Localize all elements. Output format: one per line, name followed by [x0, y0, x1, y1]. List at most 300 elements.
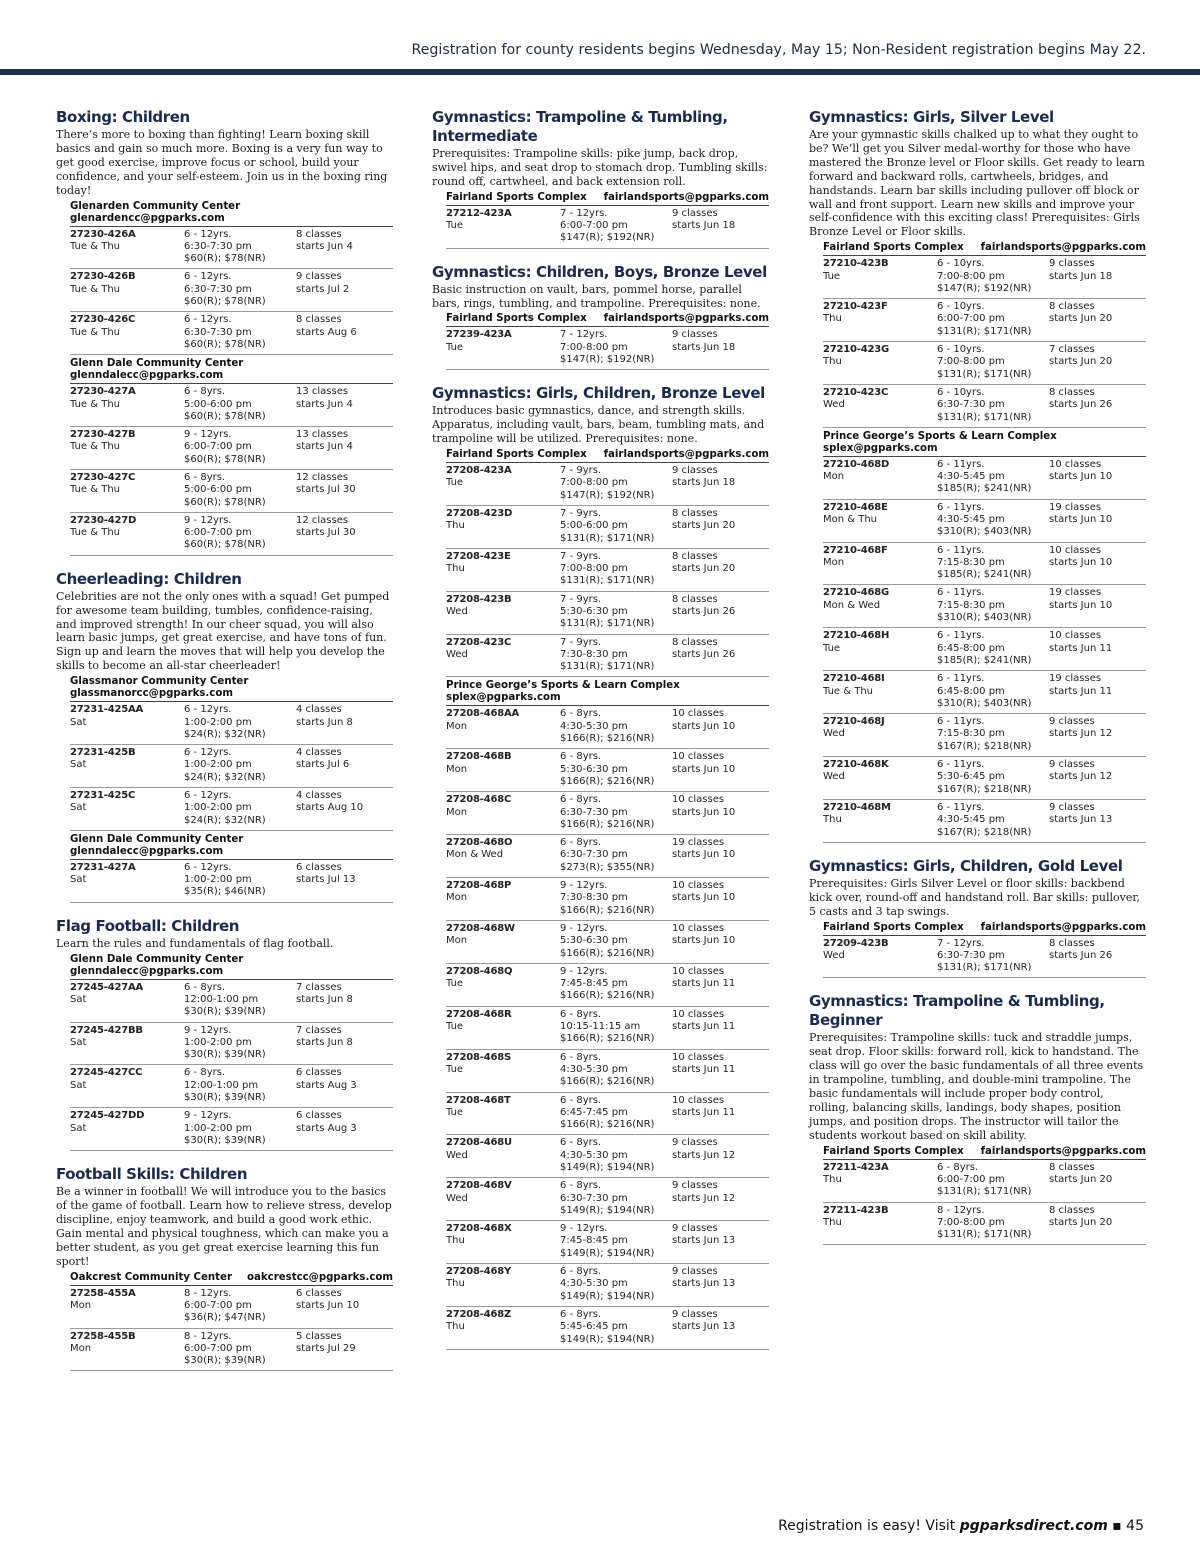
class-time: 7:15-8:30 pm — [937, 556, 1005, 568]
class-fee: $30(R); $39(NR) — [184, 1092, 266, 1104]
class-start: starts Jun 10 — [1049, 514, 1113, 525]
class-listing — [823, 385, 1146, 428]
class-days: Tue — [446, 978, 464, 990]
class-age-time-fee — [560, 208, 672, 245]
column-2 — [432, 108, 769, 1364]
class-listing — [70, 384, 393, 427]
class-time: 6:30-7:30 pm — [937, 399, 1005, 411]
class-count: 4 classes — [296, 704, 342, 716]
class-count: 13 classes — [296, 386, 349, 398]
class-age: 6 - 11yrs. — [937, 458, 985, 470]
class-time: 7:00-8:00 pm — [560, 477, 628, 489]
class-count-start — [296, 704, 393, 741]
location-email-link[interactable]: fairlandsports@pgparks.com — [603, 449, 769, 461]
class-days: Tue — [823, 642, 841, 654]
class-age: 6 - 8yrs. — [560, 1094, 602, 1106]
class-age: 6 - 10yrs. — [937, 301, 985, 313]
class-listing — [446, 878, 769, 921]
program-section — [56, 570, 393, 903]
class-count-start — [1049, 587, 1146, 624]
class-listing — [446, 749, 769, 792]
class-count-start — [296, 1067, 393, 1104]
class-age-time-fee — [184, 982, 296, 1019]
class-start: starts Jun 4 — [296, 441, 353, 453]
class-code-days — [446, 1009, 560, 1046]
class-count: 10 classes — [672, 922, 725, 934]
class-age: 9 - 12yrs. — [560, 922, 608, 934]
class-time: 5:30-6:30 pm — [560, 935, 628, 947]
class-code-days — [823, 630, 937, 667]
class-start: starts Jun 20 — [1049, 1216, 1113, 1228]
program-section — [432, 263, 769, 371]
class-listing — [446, 1007, 769, 1050]
column-3 — [809, 108, 1146, 1259]
class-days: Thu — [823, 814, 842, 826]
class-time: 12:00-1:00 pm — [184, 1079, 259, 1091]
class-count-start — [296, 1110, 393, 1147]
location-header — [823, 242, 1146, 256]
class-start: starts Jun 10 — [1049, 471, 1113, 483]
class-code-days — [446, 1309, 560, 1346]
class-count-start — [1049, 716, 1146, 753]
location-email-link[interactable]: glenndalecc@pgparks.com — [70, 845, 224, 857]
class-days: Sat — [70, 759, 87, 771]
class-start: starts Jun 12 — [1049, 771, 1113, 783]
class-count: 10 classes — [672, 1094, 725, 1106]
footer-url-link[interactable]: pgparksdirect.com — [959, 1518, 1108, 1534]
location-name: Glenn Dale Community Center — [70, 953, 244, 965]
class-count: 6 classes — [296, 1110, 342, 1122]
class-count-start — [672, 1095, 769, 1132]
class-start: starts Jun 20 — [1049, 356, 1113, 368]
class-fee: $131(R); $171(NR) — [937, 368, 1032, 380]
class-days: Thu — [823, 356, 842, 368]
class-start: starts Jun 11 — [672, 1063, 736, 1075]
class-code-days — [446, 465, 560, 502]
class-listing — [446, 1135, 769, 1178]
class-count-start — [1049, 673, 1146, 710]
class-age-time-fee — [560, 966, 672, 1003]
class-code-days — [446, 637, 560, 674]
class-fee: $30(R); $39(NR) — [184, 1049, 266, 1061]
program-section — [809, 992, 1146, 1245]
class-days: Thu — [823, 313, 842, 325]
class-code: 27212-423A — [446, 207, 512, 219]
class-listing — [823, 800, 1146, 843]
class-fee: $166(R); $216(NR) — [560, 990, 655, 1002]
class-count-start — [1049, 459, 1146, 496]
class-age-time-fee — [937, 587, 1049, 624]
class-days: Thu — [823, 1173, 842, 1185]
location-email-link[interactable]: fairlandsports@pgparks.com — [603, 191, 769, 203]
class-start: starts Jun 10 — [672, 892, 736, 904]
class-count-start — [672, 794, 769, 831]
class-time: 6:00-7:00 pm — [937, 1173, 1005, 1185]
class-age-time-fee — [184, 1288, 296, 1325]
class-fee: $149(R); $194(NR) — [560, 1161, 655, 1173]
class-code: 27230-426B — [70, 271, 136, 283]
class-age: 6 - 8yrs. — [560, 1180, 602, 1192]
class-code-days — [446, 508, 560, 545]
class-fee: $131(R); $171(NR) — [560, 661, 655, 673]
class-start: starts Jun 4 — [296, 240, 353, 252]
class-age: 6 - 8yrs. — [560, 1308, 602, 1320]
class-start: starts Jun 20 — [672, 563, 736, 575]
class-count: 7 classes — [1049, 344, 1095, 356]
class-listing — [823, 256, 1146, 299]
class-age: 6 - 12yrs. — [184, 789, 232, 801]
class-listing — [446, 1050, 769, 1093]
class-time: 6:30-7:30 pm — [184, 283, 252, 295]
class-code-days — [70, 1331, 184, 1368]
class-start: starts Aug 3 — [296, 1079, 357, 1091]
class-code: 27208-423B — [446, 593, 512, 605]
class-code-days — [823, 387, 937, 424]
class-start: starts Jun 10 — [672, 849, 736, 861]
class-time: 6:45-8:00 pm — [937, 642, 1005, 654]
class-code: 27208-468O — [446, 837, 513, 849]
class-listing — [823, 585, 1146, 628]
class-listing — [446, 327, 769, 370]
location-email-link[interactable]: glenardencc@pgparks.com — [70, 212, 225, 224]
class-days: Tue & Thu — [70, 240, 121, 252]
class-code-days — [823, 301, 937, 338]
class-count: 9 classes — [1049, 716, 1095, 728]
class-listing — [446, 463, 769, 506]
location-email-link[interactable]: fairlandsports@pgparks.com — [980, 921, 1146, 933]
location-email-link[interactable]: splex@pgparks.com — [446, 692, 561, 704]
class-start: starts Jun 13 — [672, 1278, 736, 1290]
class-count: 8 classes — [296, 228, 342, 240]
class-listing — [446, 706, 769, 749]
class-count-start — [672, 208, 769, 245]
class-fee: $131(R); $171(NR) — [937, 325, 1032, 337]
class-fee: $167(R); $218(NR) — [937, 740, 1032, 752]
class-code: 27208-468P — [446, 880, 512, 892]
class-code-days — [446, 1266, 560, 1303]
class-days: Thu — [446, 563, 465, 575]
class-count: 10 classes — [672, 965, 725, 977]
class-time: 6:30-7:30 pm — [560, 849, 628, 861]
class-start: starts Jul 30 — [296, 527, 356, 539]
footer-prefix: Registration is easy! Visit — [778, 1518, 960, 1534]
class-fee: $30(R); $39(NR) — [184, 1134, 266, 1146]
class-listing — [823, 757, 1146, 800]
class-age-time-fee — [560, 1095, 672, 1132]
class-age: 6 - 10yrs. — [937, 344, 985, 356]
class-age: 6 - 8yrs. — [560, 794, 602, 806]
class-code: 27208-468X — [446, 1223, 512, 1235]
program-description: Prerequisites: Trampoline skills: tuck and straddle jumps, seat drop. Floor skills: forward roll, kick to handstand. The class will go over the basic fundamentals of all three events in trampoline, tumbling, and double-mini trampoline. The basic fundamentals will include proper body control, rolling, balancing skills, landings, body shapes, position jumps, and position drops. The instructor will tailor the students workout based on skill ability. — [809, 1031, 1144, 1142]
class-listing — [823, 1203, 1146, 1246]
class-count-start — [672, 1180, 769, 1217]
class-fee: $166(R); $216(NR) — [560, 733, 655, 745]
class-code: 27245-427CC — [70, 1067, 143, 1079]
class-count-start — [296, 429, 393, 466]
location-email-link[interactable]: splex@pgparks.com — [823, 442, 938, 454]
class-listing — [823, 714, 1146, 757]
class-code: 27208-468T — [446, 1094, 511, 1106]
class-code-days — [446, 1095, 560, 1132]
class-code-days — [70, 1110, 184, 1147]
class-start: starts Jun 18 — [1049, 270, 1113, 282]
class-code-days — [823, 459, 937, 496]
class-code: 27208-423D — [446, 507, 513, 519]
program-description: Basic instruction on vault, bars, pommel horse, parallel bars, rings, tumbling, and trampoline. Prerequisites: none. — [432, 282, 761, 310]
location-email-link[interactable]: glenndalecc@pgparks.com — [70, 965, 224, 977]
class-start: starts Jun 20 — [672, 520, 736, 532]
location-header — [446, 313, 769, 327]
class-count-start — [296, 747, 393, 784]
location-header — [70, 676, 393, 702]
class-days: Wed — [446, 1192, 468, 1204]
class-age: 6 - 8yrs. — [184, 386, 226, 398]
class-code-days — [70, 790, 184, 827]
class-age-time-fee — [560, 708, 672, 745]
program-title: Gymnastics: Children, Boys, Bronze Level — [432, 262, 767, 281]
class-code: 27210-468H — [823, 630, 890, 642]
class-days: Mon — [446, 935, 468, 947]
class-code-days — [446, 1180, 560, 1217]
class-count-start — [296, 982, 393, 1019]
class-time: 4:30-5:45 pm — [937, 814, 1005, 826]
class-code: 27210-423F — [823, 301, 888, 313]
class-age-time-fee — [937, 258, 1049, 295]
class-count: 12 classes — [296, 514, 349, 526]
class-count: 10 classes — [1049, 544, 1102, 556]
class-listing — [70, 1286, 393, 1329]
class-code: 27208-468B — [446, 751, 512, 763]
class-days: Wed — [446, 648, 468, 660]
class-code: 27210-423G — [823, 344, 890, 356]
class-age-time-fee — [560, 594, 672, 631]
program-title: Gymnastics: Girls, Children, Gold Level — [809, 856, 1123, 875]
class-start: starts Jun 26 — [1049, 949, 1113, 961]
class-start: starts Jun 8 — [296, 993, 353, 1005]
program-section — [809, 108, 1146, 843]
class-time: 4:30-5:30 pm — [560, 1063, 628, 1075]
class-start: starts Jun 26 — [672, 648, 736, 660]
class-count: 8 classes — [672, 636, 718, 648]
class-start: starts Jul 2 — [296, 283, 350, 295]
class-listing — [70, 745, 393, 788]
class-count-start — [296, 790, 393, 827]
class-count: 6 classes — [296, 861, 342, 873]
class-count-start — [672, 637, 769, 674]
class-code-days — [823, 1162, 937, 1199]
class-time: 4:30-5:45 pm — [937, 514, 1005, 525]
program-section — [56, 1165, 393, 1371]
location-email-link[interactable]: glenndalecc@pgparks.com — [70, 370, 224, 382]
class-code: 27231-425B — [70, 747, 136, 759]
class-time: 6:00-7:00 pm — [560, 220, 628, 232]
class-count: 6 classes — [296, 1287, 342, 1299]
class-fee: $24(R); $32(NR) — [184, 771, 266, 783]
class-start: starts Jun 12 — [672, 1149, 736, 1161]
class-count: 8 classes — [672, 507, 718, 519]
class-age: 7 - 12yrs. — [560, 329, 608, 341]
class-age-time-fee — [937, 301, 1049, 338]
class-age: 6 - 8yrs. — [560, 1051, 602, 1063]
location-name: Glenarden Community Center — [70, 200, 241, 212]
class-count: 19 classes — [672, 837, 725, 849]
class-start: starts Jun 11 — [672, 978, 736, 990]
class-count: 9 classes — [672, 465, 718, 477]
program-description: Learn the rules and fundamentals of flag football. — [56, 936, 334, 950]
class-count: 8 classes — [1049, 301, 1095, 313]
program-section — [56, 917, 393, 1151]
class-time: 7:00-8:00 pm — [560, 563, 628, 575]
location-email-link[interactable]: fairlandsports@pgparks.com — [980, 1145, 1146, 1157]
location-email-link[interactable]: glassmanorcc@pgparks.com — [70, 688, 233, 700]
program-description: There’s more to boxing than fighting! Learn boxing skill basics and gain so much more. Boxing is a very fun way to get good exercise, improve focus or school, build your confidence, and your self-esteem. Join us in the boxing ring today! — [56, 128, 388, 197]
class-time: 6:00-7:00 pm — [937, 313, 1005, 325]
program-description: Prerequisites: Trampoline skills: pike jump, back drop, swivel hips, and seat drop to stomach drop. Tumbling skills: round off, cartwheel, and back extension roll. — [432, 147, 768, 188]
class-age-time-fee — [560, 329, 672, 366]
class-days: Thu — [823, 1216, 842, 1228]
class-code: 27208-423E — [446, 550, 511, 562]
class-count-start — [296, 1331, 393, 1368]
class-fee: $273(R); $355(NR) — [560, 861, 655, 873]
class-code: 27210-468M — [823, 801, 891, 813]
class-code: 27208-468U — [446, 1137, 512, 1149]
class-time: 5:00-6:00 pm — [184, 398, 252, 410]
class-fee: $30(R); $39(NR) — [184, 1006, 266, 1018]
class-age: 6 - 11yrs. — [937, 501, 985, 513]
class-count: 5 classes — [296, 1330, 342, 1342]
class-age: 6 - 10yrs. — [937, 386, 985, 398]
class-fee: $310(R); $403(NR) — [937, 612, 1032, 624]
class-count-start — [296, 472, 393, 509]
class-age: 7 - 9yrs. — [560, 636, 602, 648]
class-code-days — [823, 716, 937, 753]
class-count-start — [672, 1223, 769, 1260]
class-listing — [446, 1264, 769, 1307]
class-code: 27245-427BB — [70, 1024, 143, 1036]
class-age-time-fee — [937, 673, 1049, 710]
location-email-link[interactable]: fairlandsports@pgparks.com — [980, 242, 1146, 254]
class-start: starts Jun 13 — [672, 1321, 736, 1333]
class-code: 27210-468G — [823, 587, 890, 599]
class-start: starts Aug 6 — [296, 326, 357, 338]
class-code-days — [70, 704, 184, 741]
class-code-days — [823, 673, 937, 710]
location-header — [70, 1272, 393, 1286]
class-code-days — [446, 329, 560, 366]
class-fee: $30(R); $39(NR) — [184, 1355, 266, 1367]
class-age: 7 - 12yrs. — [937, 937, 985, 949]
class-start: starts Jul 13 — [296, 874, 356, 886]
class-count: 9 classes — [296, 271, 342, 283]
class-time: 7:45-8:45 pm — [560, 978, 628, 990]
class-code: 27231-425AA — [70, 704, 144, 716]
class-fee: $149(R); $194(NR) — [560, 1204, 655, 1216]
location-header — [446, 680, 769, 706]
class-age: 9 - 12yrs. — [184, 1110, 232, 1122]
class-code-days — [446, 1223, 560, 1260]
class-code-days — [823, 502, 937, 539]
class-days: Tue — [446, 1063, 464, 1075]
location-name: Fairland Sports Complex — [823, 242, 964, 254]
class-code: 27208-468Z — [446, 1308, 512, 1320]
location-name: Oakcrest Community Center — [70, 1271, 232, 1283]
class-age-time-fee — [937, 938, 1049, 975]
class-count-start — [296, 1025, 393, 1062]
class-code-days — [823, 1205, 937, 1242]
class-start: starts Jun 18 — [672, 477, 736, 489]
class-code: 27231-425C — [70, 789, 136, 801]
class-days: Mon & Wed — [823, 599, 881, 611]
program-title: Gymnastics: Girls, Silver Level — [809, 108, 1054, 126]
class-listing — [70, 860, 393, 903]
class-listing — [446, 592, 769, 635]
class-code: 27245-427DD — [70, 1110, 145, 1122]
class-age: 7 - 9yrs. — [560, 550, 602, 562]
class-code-days — [446, 551, 560, 588]
class-age-time-fee — [184, 386, 296, 423]
class-count: 9 classes — [672, 329, 718, 341]
location-email-link[interactable]: fairlandsports@pgparks.com — [603, 313, 769, 325]
class-code: 27258-455A — [70, 1287, 136, 1299]
class-listing — [70, 980, 393, 1023]
class-count: 10 classes — [672, 1008, 725, 1020]
program-description: Celebrities are not the only ones with a squad! Get pumped for awesome team building, tumbles, confidence-raising, and improved strength! In our cheer squad, you will also learn basic jumps, get great exercise, and have tons of fun. Sign up and learn the moves that will help you develop the skills to become an all-star cheerleader! — [56, 589, 390, 673]
class-time: 1:00-2:00 pm — [184, 1122, 252, 1134]
class-count-start — [1049, 545, 1146, 582]
class-age-time-fee — [560, 637, 672, 674]
class-age: 7 - 9yrs. — [560, 465, 602, 477]
class-time: 4:30-5:30 pm — [560, 720, 628, 732]
class-days: Tue — [823, 270, 841, 282]
location-name: Prince George’s Sports & Learn Complex — [446, 680, 680, 692]
class-count-start — [296, 271, 393, 308]
location-email-link[interactable]: oakcrestcc@pgparks.com — [247, 1271, 393, 1283]
class-start: starts Jun 26 — [672, 606, 736, 617]
class-code: 27208-468R — [446, 1008, 512, 1020]
class-age-time-fee — [184, 1025, 296, 1062]
class-fee: $131(R); $171(NR) — [560, 618, 655, 630]
class-time: 1:00-2:00 pm — [184, 874, 252, 886]
class-code: 27230-427D — [70, 514, 137, 526]
class-fee: $36(R); $47(NR) — [184, 1312, 266, 1324]
class-listing — [823, 457, 1146, 500]
class-code: 27258-455B — [70, 1330, 136, 1342]
class-code: 27230-427B — [70, 429, 136, 441]
class-age-time-fee — [937, 545, 1049, 582]
class-code-days — [446, 751, 560, 788]
class-days: Sat — [70, 993, 87, 1005]
class-time: 5:30-6:30 pm — [560, 606, 628, 617]
class-count: 8 classes — [1049, 386, 1095, 398]
class-code: 27230-427C — [70, 471, 136, 483]
class-age: 6 - 11yrs. — [937, 673, 985, 685]
class-listing — [823, 500, 1146, 543]
class-count: 8 classes — [1049, 937, 1095, 949]
class-days: Mon — [446, 892, 468, 904]
class-time: 5:00-6:00 pm — [560, 520, 628, 532]
class-fee: $131(R); $171(NR) — [560, 532, 655, 544]
location-name: Fairland Sports Complex — [446, 191, 587, 203]
class-start: starts Jun 11 — [1049, 685, 1113, 697]
class-code: 27211-423B — [823, 1204, 889, 1216]
class-start: starts Jun 10 — [672, 935, 736, 947]
class-fee: $147(R); $192(NR) — [937, 282, 1032, 294]
header-rule — [0, 69, 1200, 75]
class-start: starts Jun 18 — [672, 220, 736, 232]
program-description: Are your gymnastic skills chalked up to what they ought to be? We’ll get you Silver medal-worthy for those who have mastered the Bronze level or Floor skills. Get ready to learn forward and backward rolls, cartwheels, bridges, and handstands. Learn bar skills including pullover off block or wall and front support. Learn new skills and improve your self-confidence with this exciting class! Prerequisites: Girls Bronze Level or Floor skills. — [809, 128, 1145, 239]
class-code-days — [823, 258, 937, 295]
class-start: starts Jun 10 — [296, 1299, 360, 1311]
